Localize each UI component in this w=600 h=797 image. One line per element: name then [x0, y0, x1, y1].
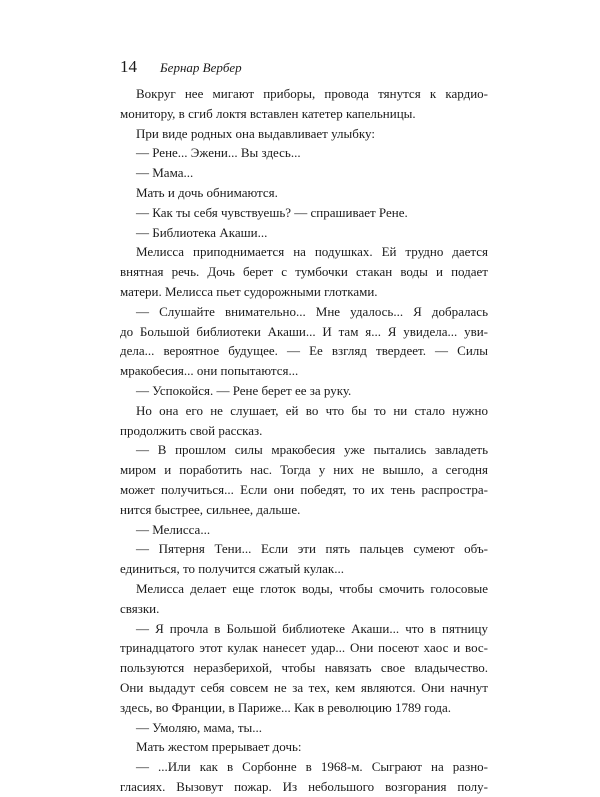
text-line: Вокруг нее мигают приборы, провода тянутся к кардио-: [136, 86, 488, 101]
text-line: мракобесия... они попытаются...: [120, 363, 299, 379]
text-line: — Мелисса...: [136, 521, 211, 537]
text-line: продолжить свой рассказ.: [120, 422, 263, 438]
text-line: — Рене... Эжени... Вы здесь...: [136, 145, 301, 161]
text-line: может получиться... Если они победят, то их тень распростра-: [120, 481, 488, 497]
body-text: [120, 84, 488, 797]
text-line: дела... вероятное будущее. — Ее взгляд твердеет. — Силы: [120, 343, 488, 359]
text-line: — Библиотека Акаши...: [136, 224, 268, 240]
text-line: — ...Или как в Сорбонне в 1968-м. Сыграют на разно-: [136, 759, 488, 775]
text-line: — Пятерня Тени... Если эти пять пальцев сумеют объ-: [136, 541, 488, 557]
page-header: [120, 56, 500, 80]
text-line: монитору, в сгиб локтя вставлен катетер капельницы.: [120, 105, 416, 121]
text-line: — Как ты себя чувствуешь? — спрашивает Рене.: [136, 204, 408, 220]
text-line: гласиях. Вызовут пожар. Из небольшого возгорания полу-: [120, 778, 488, 794]
text-line: Мелисса приподнимается на подушках. Ей трудно дается: [136, 244, 488, 260]
running-title: Бернар Вербер: [160, 60, 242, 75]
text-line: — Умоляю, мама, ты...: [136, 719, 263, 735]
text-line: — Мама...: [136, 165, 194, 181]
text-line: Мелисса делает еще глоток воды, чтобы смочить голосовые: [136, 580, 488, 596]
text-line: — Я прочла в Большой библиотеке Акаши... что в пятницу: [136, 620, 488, 636]
text-line: — Слушайте внимательно... Мне удалось... Я добралась: [136, 303, 488, 319]
text-line: Мать жестом прерывает дочь:: [136, 739, 302, 755]
text-line: внятная речь. Дочь берет с тумбочки стакан воды и подает: [120, 264, 488, 280]
text-line: — Успокойся. — Рене берет ее за руку.: [136, 382, 352, 398]
page-number: 14: [120, 57, 137, 76]
text-line: При виде родных она выдавливает улыбку:: [136, 125, 375, 141]
text-line: здесь, во Франции, в Париже... Как в революцию 1789 года.: [120, 699, 452, 715]
text-line: матери. Мелисса пьет судорожными глотками.: [120, 283, 378, 299]
text-line: нится быстрее, сильнее, дальше.: [120, 501, 301, 517]
text-line: единиться, то получится сжатый кулак...: [120, 561, 345, 577]
text-line: Они выдадут себя совсем не за тех, кем являются. Они начнут: [120, 679, 488, 695]
text-line: Но она его не слушает, ей во что бы то ни стало нужно: [136, 402, 488, 418]
text-line: пользуются неразберихой, чтобы навязать свое владычество.: [120, 660, 488, 676]
text-line: — В прошлом силы мракобесия уже пытались завладеть: [136, 442, 488, 458]
text-line: до Большой библиотеки Акаши... И там я... Я увидела... уви-: [120, 323, 488, 339]
text-line: тринадцатого этот кулак нанесет удар... Они посеют хаос и вос-: [120, 640, 488, 656]
text-line: связки.: [120, 600, 160, 616]
text-line: Мать и дочь обнимаются.: [136, 184, 278, 200]
text-line: миром и поработить нас. Тогда у них не вышло, а сегодня: [120, 462, 488, 478]
